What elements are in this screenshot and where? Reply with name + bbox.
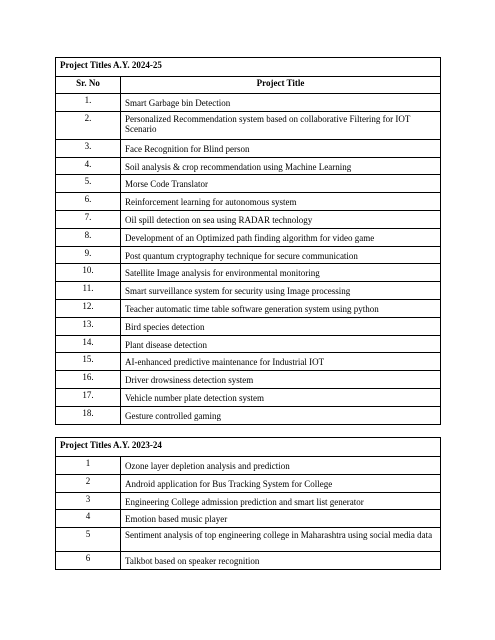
project-title-cell: Engineering College admission prediction and smart list generator <box>121 492 441 510</box>
project-title-cell: Face Recognition for Blind person <box>121 139 441 157</box>
project-title-cell: Teacher automatic time table software generation system using python <box>121 299 441 317</box>
table-row <box>56 353 441 371</box>
projects-2024-25-table <box>55 57 441 425</box>
table-title: Project Titles A.Y. 2023-24 <box>56 438 441 457</box>
sr-no-cell: 1 <box>56 457 121 475</box>
table-row <box>56 335 441 353</box>
sr-no-cell: 3 <box>56 492 121 510</box>
sr-no-cell: 3. <box>56 139 121 157</box>
sr-no-cell: 14. <box>56 335 121 353</box>
table-row <box>56 157 441 175</box>
sr-no-cell: 6. <box>56 193 121 211</box>
table-row <box>56 552 441 570</box>
column-header-sr-no: Sr. No <box>56 77 121 94</box>
project-title-cell: Sentiment analysis of top engineering college in Maharashtra using social media data <box>121 528 441 552</box>
sr-no-cell: 12. <box>56 299 121 317</box>
table-title: Project Titles A.Y. 2024-25 <box>56 58 441 77</box>
sr-no-cell: 13. <box>56 317 121 335</box>
table-row <box>56 246 441 264</box>
table-row <box>56 492 441 510</box>
sr-no-cell: 15. <box>56 353 121 371</box>
sr-no-cell: 5. <box>56 175 121 193</box>
table-row <box>56 371 441 389</box>
project-title-cell: Driver drowsiness detection system <box>121 371 441 389</box>
sr-no-cell: 16. <box>56 371 121 389</box>
sr-no-cell: 6 <box>56 552 121 570</box>
project-title-cell: Morse Code Translator <box>121 175 441 193</box>
project-title-cell: Vehicle number plate detection system <box>121 388 441 406</box>
project-title-cell: Development of an Optimized path finding algorithm for video game <box>121 228 441 246</box>
sr-no-cell: 8. <box>56 228 121 246</box>
projects-2023-24-table <box>55 437 441 570</box>
sr-no-cell: 9. <box>56 246 121 264</box>
project-title-cell: Talkbot based on speaker recognition <box>121 552 441 570</box>
table-row <box>56 406 441 424</box>
column-header-project-title: Project Title <box>121 77 441 94</box>
sr-no-cell: 4 <box>56 510 121 528</box>
table-row <box>56 457 441 475</box>
table-row <box>56 228 441 246</box>
table-row <box>56 282 441 300</box>
sr-no-cell: 5 <box>56 528 121 552</box>
project-title-cell: Emotion based music player <box>121 510 441 528</box>
table-row <box>56 111 441 139</box>
sr-no-cell: 10. <box>56 264 121 282</box>
sr-no-cell: 4. <box>56 157 121 175</box>
project-title-cell: Gesture controlled gaming <box>121 406 441 424</box>
table-row <box>56 210 441 228</box>
project-title-cell: Plant disease detection <box>121 335 441 353</box>
sr-no-cell: 18. <box>56 406 121 424</box>
table-row <box>56 193 441 211</box>
sr-no-cell: 2. <box>56 111 121 139</box>
table-row <box>56 175 441 193</box>
table-row <box>56 94 441 112</box>
table-row <box>56 528 441 552</box>
project-title-cell: Soil analysis & crop recommendation using Machine Learning <box>121 157 441 175</box>
project-title-cell: Bird species detection <box>121 317 441 335</box>
project-title-cell: Smart surveillance system for security using Image processing <box>121 282 441 300</box>
project-title-cell: Reinforcement learning for autonomous system <box>121 193 441 211</box>
project-title-cell: Ozone layer depletion analysis and prediction <box>121 457 441 475</box>
project-title-cell: Post quantum cryptography technique for secure communication <box>121 246 441 264</box>
project-title-cell: AI-enhanced predictive maintenance for Industrial IOT <box>121 353 441 371</box>
project-title-cell: Smart Garbage bin Detection <box>121 94 441 112</box>
table-row <box>56 317 441 335</box>
sr-no-cell: 11. <box>56 282 121 300</box>
table-row <box>56 139 441 157</box>
project-title-cell: Oil spill detection on sea using RADAR technology <box>121 210 441 228</box>
sr-no-cell: 2 <box>56 474 121 492</box>
project-title-cell: Satellite Image analysis for environmental monitoring <box>121 264 441 282</box>
table-row <box>56 474 441 492</box>
sr-no-cell: 17. <box>56 388 121 406</box>
table-row <box>56 299 441 317</box>
project-title-cell: Android application for Bus Tracking System for College <box>121 474 441 492</box>
sr-no-cell: 1. <box>56 94 121 112</box>
table-row <box>56 264 441 282</box>
project-title-cell: Personalized Recommendation system based on collaborative Filtering for IOT Scenario <box>121 111 441 139</box>
sr-no-cell: 7. <box>56 210 121 228</box>
table-row <box>56 510 441 528</box>
table-row <box>56 388 441 406</box>
